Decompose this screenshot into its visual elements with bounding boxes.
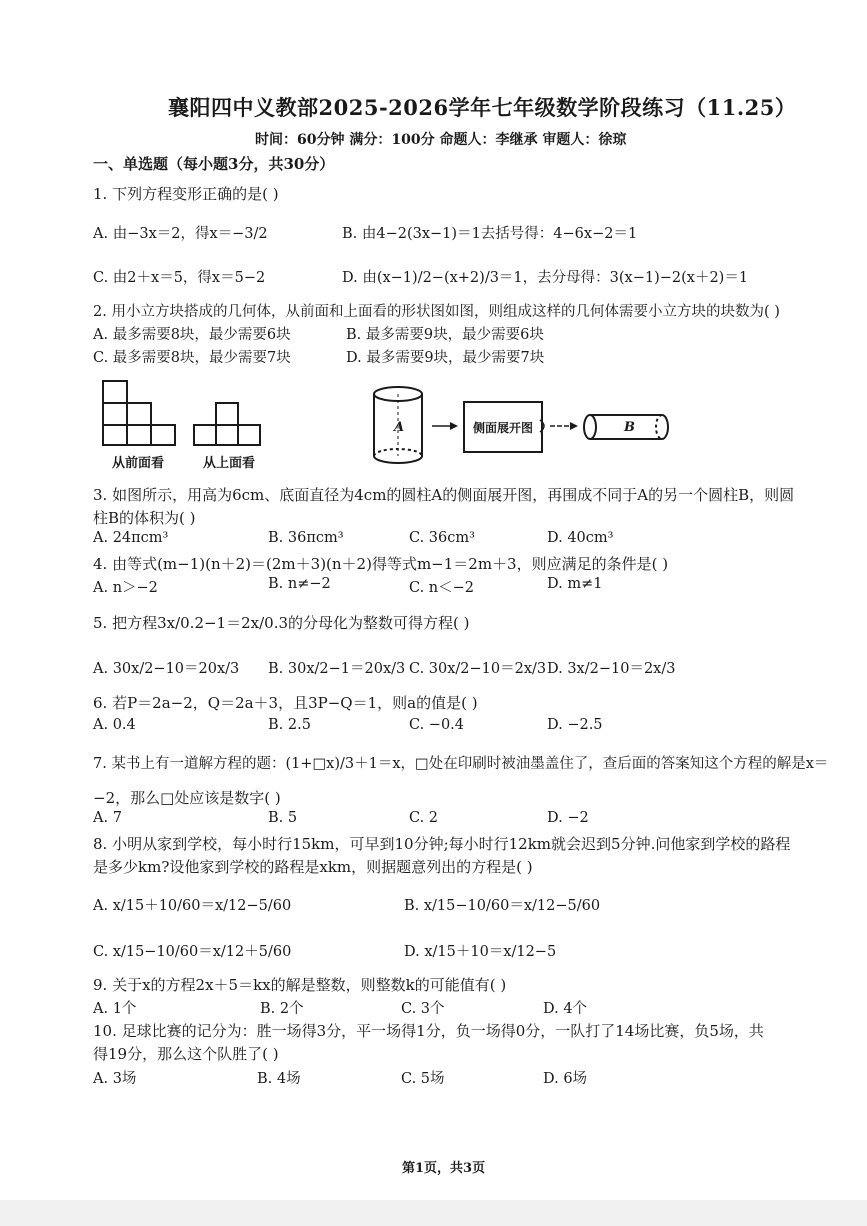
question-10-option-c: C. 5场 [401,1071,445,1087]
exam-title: 襄阳四中义教部2025-2026学年七年级数学阶段练习（11.25） [168,95,797,120]
question-9-option-a: A. 1个 [93,1001,137,1017]
question-2-option-a: A. 最多需要8块，最少需要6块 [93,327,291,343]
top-view-cell [216,425,238,445]
cylinder-a-label: A [394,420,405,435]
question-5-option-c: C. 30x/2−10＝2x/3 [409,661,547,677]
question-10-option-a: A. 3场 [93,1071,137,1087]
question-2-stem: 2. 用小立方块搭成的几何体，从前面和上面看的形状图如图，则组成这样的几何体需要小立方块的块数为( ) [93,304,780,320]
arrow-icon [550,420,580,432]
question-6-option-a: A. 0.4 [93,717,136,733]
page-number: 第1页，共3页 [402,1161,486,1176]
question-3-option-a: A. 24πcm³ [93,530,169,546]
question-10-stem-line2: 得19分，那么这个队胜了( ) [93,1045,279,1063]
arrow-icon [432,420,460,432]
question-2-option-c: C. 最多需要8块，最少需要7块 [93,350,291,366]
question-8-option-d: D. x/15＋10＝x/12−5 [404,944,557,960]
top-view-figure [192,400,264,448]
front-view-cell [103,425,127,445]
question-2-option-b: B. 最多需要9块，最少需要6块 [346,327,544,343]
question-7-stem-line1: 7. 某书上有一道解方程的题：(1+□x)/3＋1＝x，□处在印刷时被油墨盖住了，查后面的答案知这个方程的解是x＝ [93,756,829,772]
question-1-option-b: B. 由4−2(3x−1)＝1去括号得：4−6x−2＝1 [342,226,638,242]
question-1-option-a: A. 由−3x＝2，得x＝−3/2 [93,226,268,242]
front-view-cell [127,403,151,425]
question-6-option-b: B. 2.5 [268,717,311,733]
front-view-figure [100,378,190,448]
question-4-option-a: A. n＞−2 [93,580,158,596]
question-1-option-c: C. 由2＋x＝5，得x＝5−2 [93,270,266,286]
question-5-stem: 5. 把方程3x/0.2−1＝2x/0.3的分母化为整数可得方程( ) [93,614,470,632]
front-view-cell [127,425,151,445]
question-9-stem: 9. 关于x的方程2x＋5＝kx的解是整数，则整数k的可能值有( ) [93,976,507,994]
question-8-stem-line1: 8. 小明从家到学校，每小时行15km，可早到10分钟;每小时行12km就会迟到5分钟.问他家到学校的路程 [93,835,791,853]
front-view-cell [103,403,127,425]
unfold-box-label: 侧面展开图 [473,421,534,435]
question-4-option-d: D. m≠1 [547,576,603,592]
question-8-stem-line2: 是多少km?设他家到学校的路程是xkm，则据题意列出的方程是( ) [93,858,533,876]
question-1-stem: 1. 下列方程变形正确的是( ) [93,185,279,203]
question-9-option-d: D. 4个 [543,1001,588,1017]
question-9-option-c: C. 3个 [401,1001,445,1017]
question-5-option-a: A. 30x/2−10＝20x/3 [93,661,240,677]
cylinder-b-label: B [624,420,635,435]
question-8-option-a: A. x/15＋10/60＝x/12−5/60 [93,898,292,914]
question-8-option-b: B. x/15−10/60＝x/12−5/60 [404,898,601,914]
question-8-option-c: C. x/15−10/60＝x/12＋5/60 [93,944,292,960]
question-4-stem: 4. 由等式(m−1)(n＋2)＝(2m＋3)(n＋2)得等式m−1＝2m＋3，则应满足的条件是( ) [93,555,669,573]
front-view-label: 从前面看 [112,456,165,471]
question-6-stem: 6. 若P＝2a−2，Q＝2a＋3，且3P−Q＝1，则a的值是( ) [93,694,478,712]
question-1-option-d: D. 由(x−1)/2−(x+2)/3＝1，去分母得：3(x−1)−2(x＋2)＝1 [342,270,749,286]
question-3-stem-line1: 3. 如图所示，用高为6cm、底面直径为4cm的圆柱A的侧面展开图，再围成不同于A的另一个圆柱B，则圆 [93,486,795,504]
question-3-option-d: D. 40cm³ [547,530,614,546]
question-3-stem-line2: 柱B的体积为( ) [93,509,196,527]
question-5-option-b: B. 30x/2−1＝20x/3 [268,661,406,677]
question-4-option-b: B. n≠−2 [268,576,331,592]
question-10-option-b: B. 4场 [257,1071,301,1087]
question-7-option-a: A. 7 [93,810,122,826]
top-view-label: 从上面看 [203,456,256,471]
question-10-option-d: D. 6场 [543,1071,588,1087]
question-7-stem-line2: −2，那么□处应该是数字( ) [93,789,281,807]
front-view-cell [151,425,175,445]
top-view-cell [216,403,238,425]
exam-meta: 时间：60分钟 满分：100分 命题人：李继承 审题人：徐琼 [255,132,627,148]
top-view-cell [238,425,260,445]
front-view-cell [103,381,127,403]
question-2-option-d: D. 最多需要9块，最少需要7块 [346,350,545,366]
question-3-option-b: B. 36πcm³ [268,530,344,546]
question-7-option-c: C. 2 [409,810,439,826]
top-view-cell [194,425,216,445]
question-4-option-c: C. n＜−2 [409,580,475,596]
section-heading: 一、单选题（每小题3分，共30分） [93,155,335,173]
question-6-option-d: D. −2.5 [547,717,603,733]
bottom-margin [0,1200,867,1226]
question-10-stem-line1: 10. 足球比赛的记分为：胜一场得3分，平一场得1分，负一场得0分，一队打了14场比赛，负5场，共 [93,1022,764,1040]
question-3-option-c: C. 36cm³ [409,530,475,546]
question-7-option-d: D. −2 [547,810,589,826]
question-5-option-d: D. 3x/2−10＝2x/3 [547,661,676,677]
question-9-option-b: B. 2个 [260,1001,304,1017]
question-6-option-c: C. −0.4 [409,717,465,733]
question-7-option-b: B. 5 [268,810,298,826]
